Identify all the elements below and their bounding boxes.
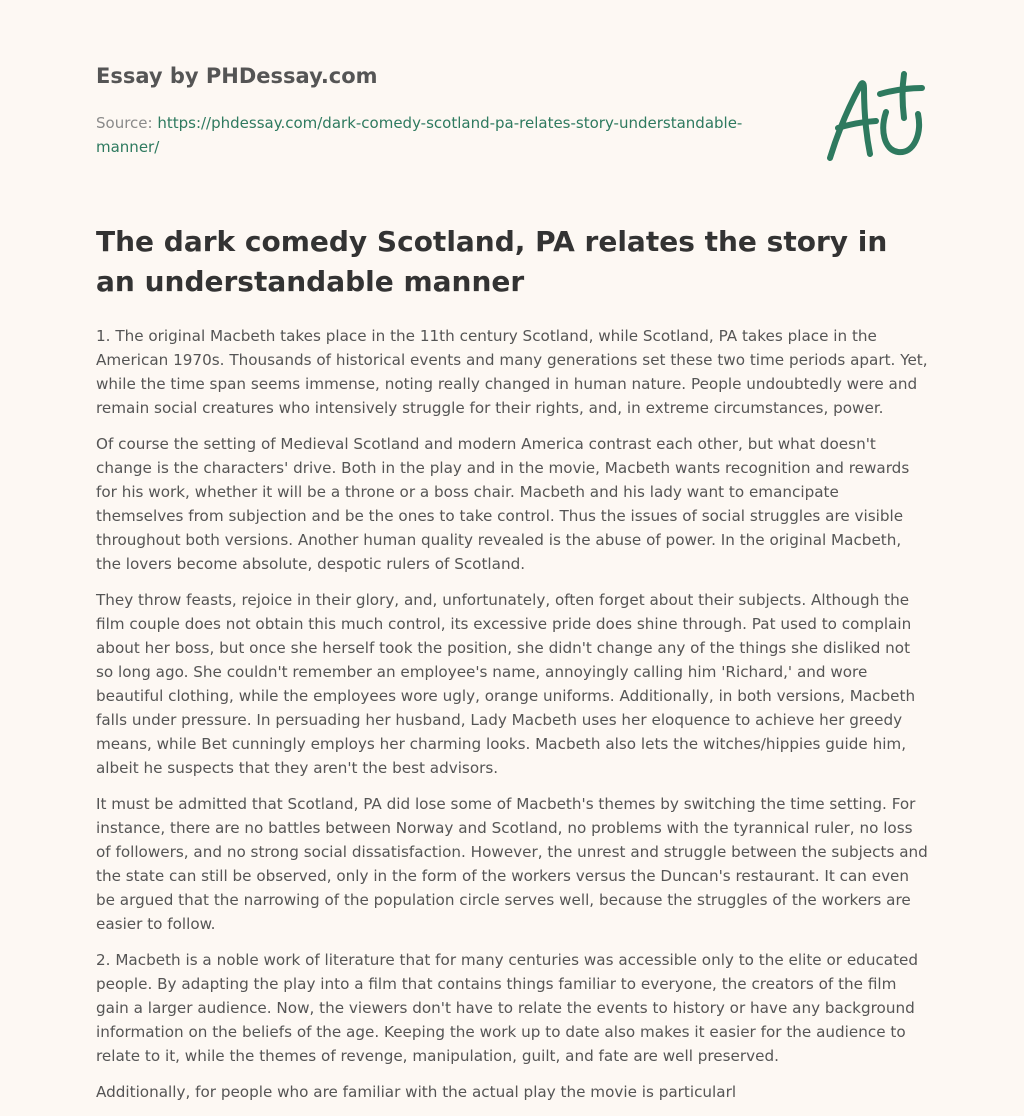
essay-paragraph: It must be admitted that Scotland, PA did lose some of Macbeth's themes by switching the time setting. For instance, there are no battles between Norway and Scotland, no problems with the tyrannical ruler, no loss of followers, and no strong social dissatisfaction. However, the unrest and struggle between the subjects and the state can still be observed, only in the form of the workers versus the Duncan's restaurant. It can even be argued that the narrowing of the population circle serves well, because the struggles of the workers are easier to follow. (96, 795, 928, 933)
essay-paragraph: Additionally, for people who are familiar with the actual play the movie is particularl (96, 1083, 737, 1101)
source-label: Source: (96, 114, 158, 132)
essay-paragraph: 1. The original Macbeth takes place in the 11th century Scotland, while Scotland, PA takes place in the American 1970s. Thousands of historical events and many generations set these two time periods apart. Yet, while the time span seems immense, noting really changed in human nature. People undoubtedly were and remain social creatures who intensively struggle for their rights, and, in extreme circumstances, power. (96, 327, 928, 417)
essay-title: The dark comedy Scotland, PA relates the story in an understandable manner (96, 225, 888, 298)
grade-logo-icon (822, 68, 928, 164)
essay-paragraph: They throw feasts, rejoice in their glory, and, unfortunately, often forget about their subjects. Although the film couple does not obtain this much control, its excessive pride does shine through. Pat used to complain about her boss, but once she herself took the position, she didn't change any of the things she disliked not so long ago. She couldn't remember an employee's name, annoyingly calling him 'Richard,' and wore beautiful clothing, while the employees wore ugly, orange uniforms. Additionally, in both versions, Macbeth falls under pressure. In persuading her husband, Lady Macbeth uses her eloquence to achieve her greedy means, while Bet cunningly employs her charming looks. Macbeth also lets the witches/hippies guide him, albeit he suspects that they aren't the best advisors. (96, 591, 916, 777)
essay-paragraph: Of course the setting of Medieval Scotland and modern America contrast each other, but what doesn't change is the characters' drive. Both in the play and in the movie, Macbeth wants recognition and rewards for his work, whether it will be a throne or a boss chair. Macbeth and his lady want to emancipate themselves from subjection and be the ones to take control. Thus the issues of social struggles are visible throughout both versions. Another human quality revealed is the abuse of power. In the original Macbeth, the lovers become absolute, despotic rulers of Scotland. (96, 435, 910, 573)
site-brand: Essay by PHDessay.com (96, 64, 378, 88)
source-link[interactable]: https://phdessay.com/dark-comedy-scotland-pa-relates-story-understandable-manner/ (96, 114, 743, 156)
essay-paragraph: 2. Macbeth is a noble work of literature that for many centuries was accessible only to the elite or educated people. By adapting the play into a film that contains things familiar to everyone, the creators of the film gain a larger audience. Now, the viewers don't have to relate the events to history or have any background information on the beliefs of the age. Keeping the work up to date also makes it easier for the audience to relate to it, while the themes of revenge, manipulation, guilt, and fate are well preserved. (96, 951, 919, 1065)
essay-body (96, 324, 929, 1116)
source-line (96, 111, 756, 159)
